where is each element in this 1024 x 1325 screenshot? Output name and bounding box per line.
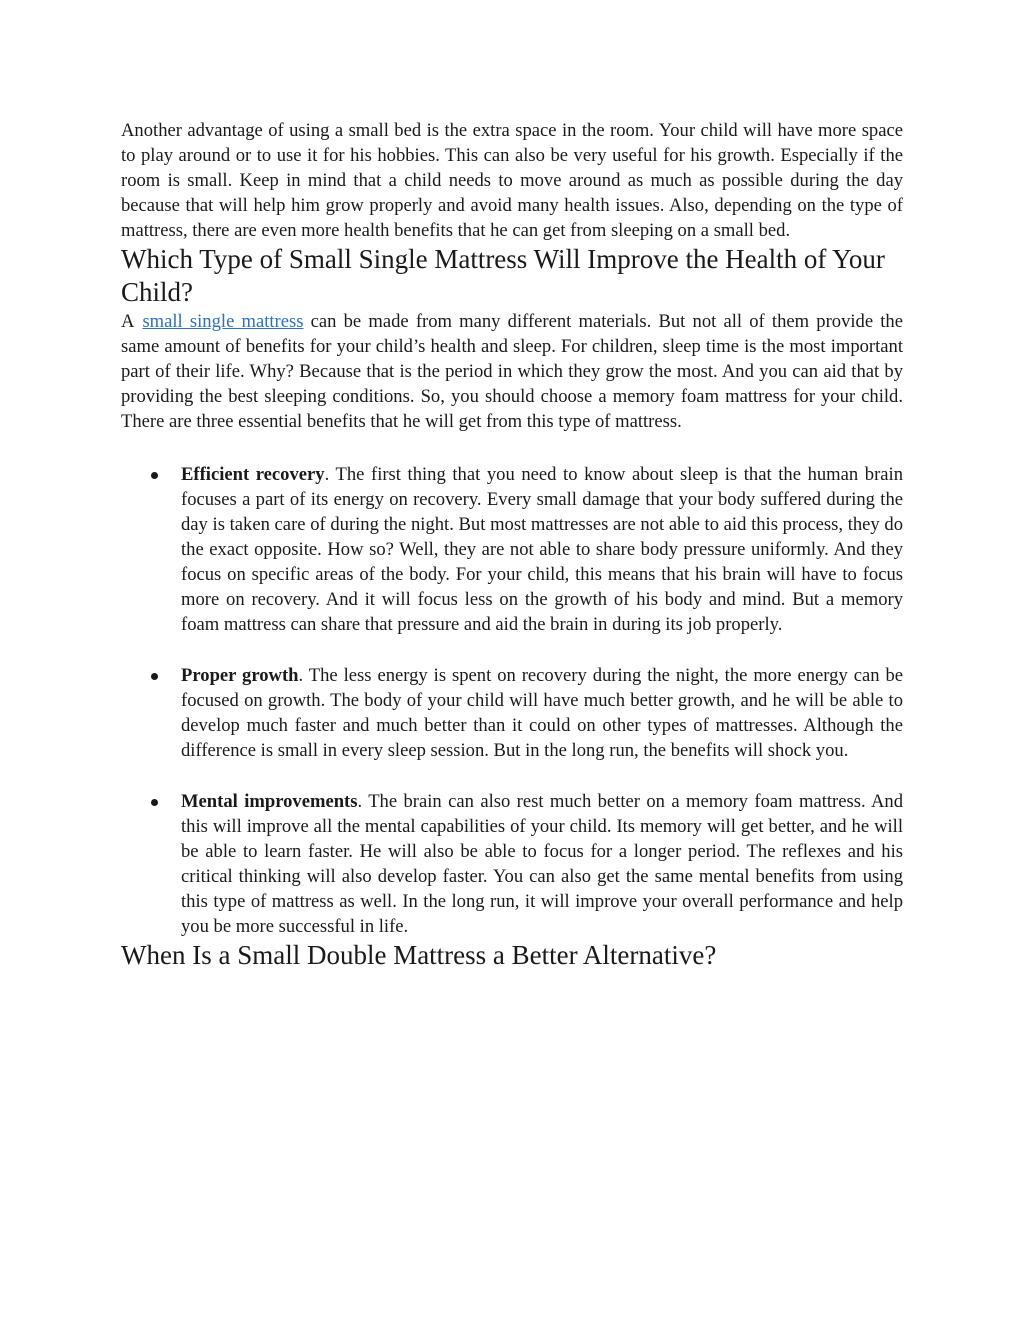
benefit-text: . The brain can also rest much better on a memory foam mattress. And this will improve all the mental capabilities of your child. Its memory will get better, and he will be able to learn faster. He will also be able to focus for a longer period. The reflexes and his critical thinking will also develop faster. You can also get the same mental benefits from using this type of mattress as well. In the long run, it will improve your overall performance and help you be more successful in life.	[181, 791, 904, 937]
bullet-icon	[151, 472, 158, 479]
list-item-efficient-recovery	[121, 462, 903, 637]
section-heading-small-double: When Is a Small Double Mattress a Better Alternative?	[121, 940, 717, 970]
paragraph-prefix: A	[121, 311, 135, 332]
benefit-title: Efficient recovery	[181, 464, 325, 485]
intro-paragraph: Another advantage of using a small bed is the extra space in the room. Your child will have more space to play around or to use it for his hobbies. This can also be very useful for his growth. Especially if the room is small. Keep in mind that a child needs to move around as much as possible during the day because that will help him grow properly and avoid many health issues. Also, depending on the type of mattress, there are even more health benefits that he can get from sleeping on a small bed.	[121, 120, 903, 241]
list-item-proper-growth	[121, 663, 903, 763]
benefit-title: Mental improvements	[181, 791, 358, 812]
section-heading-small-single: Which Type of Small Single Mattress Will Improve the Health of Your Child?	[121, 244, 885, 307]
bullet-icon	[151, 799, 158, 806]
small-single-mattress-link[interactable]: small single mattress	[142, 311, 304, 332]
benefit-text: . The first thing that you need to know about sleep is that the human brain focuses a part of its energy on recovery. Every small damage that your body suffered during the day is taken care of during the night. But most mattresses are not able to aid this process, they do the exact opposite. How so? Well, they are not able to share body pressure uniformly. And they focus on specific areas of the body. For your child, this means that his brain will have to focus more on recovery. And it will focus less on the growth of his body and mind. But a memory foam mattress can share that pressure and aid the brain in during its job properly.	[181, 464, 903, 635]
small-single-paragraph	[121, 309, 903, 434]
bullet-icon	[151, 673, 158, 680]
benefit-title: Proper growth	[181, 665, 299, 686]
list-item-mental-improvements	[121, 789, 903, 939]
benefits-list	[121, 462, 903, 939]
paragraph-body: can be made from many different materials. But not all of them provide the same amount of benefits for your child’s health and sleep. For children, sleep time is the most important part of their life. Why? Because that is the period in which they grow the most. And you can aid that by providing the best sleeping conditions. So, you should choose a memory foam mattress for your child. There are three essential benefits that he will get from this type of mattress.	[121, 311, 903, 432]
benefit-text: . The less energy is spent on recovery during the night, the more energy can be focused on growth. The body of your child will have much better growth, and he will be able to develop much faster and much better than it could on other types of mattresses. Although the difference is small in every sleep session. But in the long run, the benefits will shock you.	[181, 665, 903, 761]
document-page	[121, 118, 903, 972]
